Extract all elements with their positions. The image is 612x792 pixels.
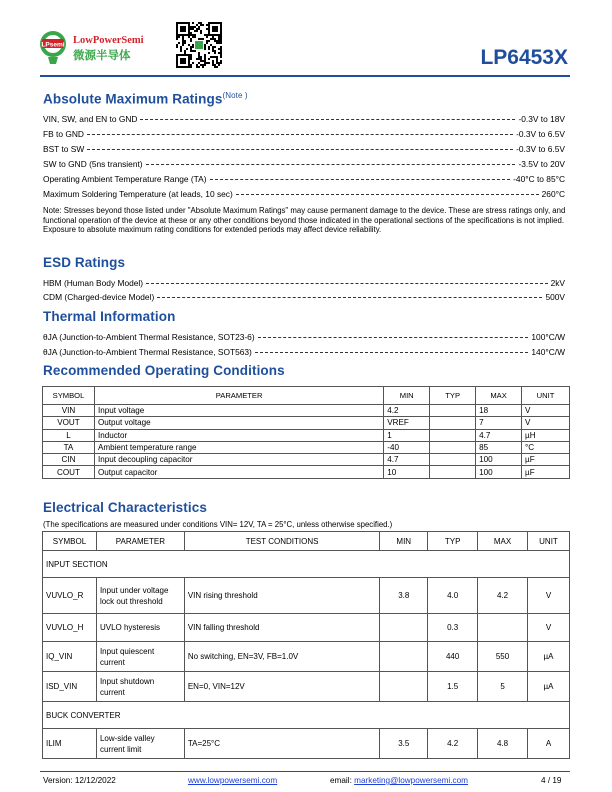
header-divider [40, 75, 570, 77]
roc-header-parameter: PARAMETER [94, 387, 383, 405]
footer-email [330, 776, 468, 785]
thermal-row: θJA (Junction-to-Ambient Thermal Resistance, SOT23-6) 100°C/W [43, 332, 565, 342]
table-row: VIN Input voltage 4.2 18 V [43, 405, 570, 417]
table-row: IQ_VIN Input quiescent current No switching, EN=3V, FB=1.0V 440 550 µA [43, 642, 570, 672]
footer-email-label: email: [330, 776, 352, 785]
roc-header-min: MIN [384, 387, 430, 405]
roc-header-row [43, 387, 570, 405]
abs-max-row: FB to GND -0.3V to 6.5V [43, 129, 565, 139]
logo-english: LowPowerSemi [73, 35, 144, 46]
logo-badge-text: LPsemi [41, 41, 65, 49]
abs-max-row: Operating Ambient Temperature Range (TA) -40°C to 85°C [43, 174, 565, 184]
company-logo [38, 26, 156, 72]
ec-header-max: MAX [478, 532, 528, 551]
abs-max-title: Absolute Maximum Ratings$^{(Note )}$ [43, 91, 248, 107]
esd-row: HBM (Human Body Model) 2kV [43, 278, 565, 288]
part-number: LP6453X [480, 46, 568, 69]
ec-header-parameter: PARAMETER [96, 532, 184, 551]
ec-header-symbol: SYMBOL [43, 532, 97, 551]
abs-max-note: Note: Stresses beyond those listed under "Absolute Maximum Ratings" may cause permanent damage to the device. These are stress ratings only, and functional operation of the device at these or any other conditions beyond those indicated in the operational sections of the specifications is not implied. Exposure to absolute maximum rating conditions for extended periods may affect device reliability. [43, 206, 566, 235]
footer-website-link[interactable]: www.lowpowersemi.com [188, 776, 278, 785]
table-row: COUT Output capacitor 10 100 µF [43, 466, 570, 478]
table-row: CIN Input decoupling capacitor 4.7 100 µF [43, 454, 570, 466]
thermal-title: Thermal Information [43, 309, 176, 324]
ec-section-row: INPUT SECTION [43, 551, 570, 578]
table-row: ILIM Low-side valley current limit TA=25°C 3.5 4.2 4.8 A [43, 729, 570, 759]
roc-title: Recommended Operating Conditions [43, 363, 285, 378]
abs-max-row: BST to SW -0.3V to 6.5V [43, 144, 565, 154]
qr-code-icon [176, 22, 222, 68]
table-row: L Inductor 1 4.7 µH [43, 429, 570, 441]
ec-section-row: BUCK CONVERTER [43, 702, 570, 729]
footer-email-link[interactable]: marketing@lowpowersemi.com [354, 776, 468, 785]
abs-max-row: SW to GND (5ns transient) -3.5V to 20V [43, 159, 565, 169]
ec-header-conditions: TEST CONDITIONS [184, 532, 379, 551]
footer-page-number: 4 / 19 [541, 776, 562, 785]
ec-subtitle: (The specifications are measured under conditions VIN= 12V, TA = 25°C, unless otherwise specified.) [43, 520, 393, 529]
footer-divider [40, 771, 570, 772]
roc-header-symbol: SYMBOL [43, 387, 95, 405]
ec-table [42, 531, 570, 759]
roc-header-max: MAX [476, 387, 522, 405]
roc-header-unit: UNIT [522, 387, 570, 405]
table-row: VUVLO_R Input under voltage lock out threshold VIN rising threshold 3.8 4.0 4.2 V [43, 578, 570, 614]
esd-row: CDM (Charged-device Model) 500V [43, 292, 565, 302]
logo-chinese: 微源半导体 [73, 48, 131, 62]
ec-header-min: MIN [380, 532, 428, 551]
table-row: TA Ambient temperature range -40 85 °C [43, 441, 570, 453]
abs-max-row: Maximum Soldering Temperature (at leads, 10 sec) 260°C [43, 189, 565, 199]
ec-header-row [43, 532, 570, 551]
table-row: VOUT Output voltage VREF 7 V [43, 417, 570, 429]
table-row: VUVLO_H UVLO hysteresis VIN falling threshold 0.3 V [43, 614, 570, 642]
ec-header-unit: UNIT [528, 532, 570, 551]
footer-version: Version: 12/12/2022 [43, 776, 116, 785]
table-row: ISD_VIN Input shutdown current EN=0, VIN=12V 1.5 5 µA [43, 672, 570, 702]
roc-table [42, 386, 570, 479]
abs-max-note-ref: (Note ) [222, 91, 248, 100]
esd-title: ESD Ratings [43, 255, 126, 270]
thermal-row: θJA (Junction-to-Ambient Thermal Resistance, SOT563) 140°C/W [43, 347, 565, 357]
ec-header-typ: TYP [428, 532, 478, 551]
abs-max-row: VIN, SW, and EN to GND -0.3V to 18V [43, 114, 565, 124]
roc-header-typ: TYP [430, 387, 476, 405]
ec-title: Electrical Characteristics [43, 500, 207, 515]
